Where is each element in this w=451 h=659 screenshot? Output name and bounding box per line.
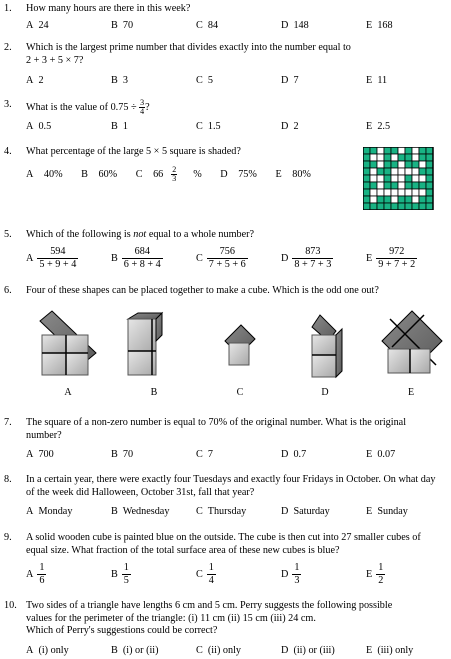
shaded-cell xyxy=(391,147,398,154)
shaded-cell xyxy=(426,182,433,189)
option-d[interactable]: D $\frac{1}{3}$ xyxy=(281,562,300,586)
stem-line: Which is the largest prime number that divides exactly into the number equal to xyxy=(26,42,351,53)
shape-e xyxy=(382,311,442,373)
shaded-cell xyxy=(377,168,384,175)
option-c[interactable]: C 1.5 xyxy=(196,121,221,132)
shaded-cell xyxy=(398,196,405,203)
question-number: 2. xyxy=(4,42,12,53)
shaded-cell xyxy=(384,168,391,175)
option-a[interactable]: A 40% xyxy=(26,168,63,180)
shaded-cell xyxy=(377,196,384,203)
question-number: 1. xyxy=(4,3,12,14)
stem-line: Two sides of a triangle have lengths 6 cm and 5 cm. Perry suggests the following possible xyxy=(26,600,393,611)
unshaded-cell xyxy=(405,189,412,196)
shaded-cell xyxy=(363,189,370,196)
option-c[interactable]: C 84 xyxy=(196,20,219,31)
shaded-cell xyxy=(426,175,433,182)
shaded-cell xyxy=(384,203,391,210)
option-a[interactable]: A (i) only xyxy=(26,645,69,656)
shape-b xyxy=(128,313,162,375)
question-stem: How many hours are there in this week? xyxy=(26,3,191,14)
unshaded-cell xyxy=(377,161,384,168)
shaded-cell xyxy=(419,168,426,175)
unshaded-cell xyxy=(377,189,384,196)
shaded-cell xyxy=(426,196,433,203)
stem-line: Which of Perry's suggestions could be correct? xyxy=(26,625,218,636)
option-e[interactable]: E (iii) only xyxy=(366,645,414,656)
shaded-cell xyxy=(384,175,391,182)
unshaded-cell xyxy=(384,189,391,196)
unshaded-cell xyxy=(391,154,398,161)
shape-label-b: B xyxy=(150,387,158,398)
unshaded-cell xyxy=(391,175,398,182)
shape-d xyxy=(312,315,342,377)
unshaded-cell xyxy=(398,175,405,182)
option-c[interactable]: C 7 xyxy=(196,449,213,460)
shaded-cell xyxy=(384,196,391,203)
shaded-cell xyxy=(384,154,391,161)
unshaded-cell xyxy=(377,182,384,189)
question-stem: The square of a non-zero number is equal to 70% of the original number. What is the original number? xyxy=(26,417,407,441)
question-number: 10. xyxy=(4,600,17,611)
unshaded-cell xyxy=(412,168,419,175)
shaded-cell xyxy=(370,203,377,210)
unshaded-cell xyxy=(377,154,384,161)
shaded-cell xyxy=(391,203,398,210)
option-e[interactable]: E Sunday xyxy=(366,506,408,517)
option-a[interactable]: A $\frac{594}{5 + 9 + 4}$ xyxy=(26,246,77,270)
option-e[interactable]: E $\frac{1}{2}$ xyxy=(366,562,384,586)
question-stem: What percentage of the large 5 × 5 square is shaded? xyxy=(26,146,241,157)
shaded-cell xyxy=(426,161,433,168)
shaded-cell xyxy=(419,196,426,203)
unshaded-cell xyxy=(398,189,405,196)
option-c[interactable]: C 5 xyxy=(196,75,213,86)
question-number: 5. xyxy=(4,229,12,240)
shaded-cell xyxy=(363,196,370,203)
shaded-cell xyxy=(405,147,412,154)
unshaded-cell xyxy=(370,154,377,161)
shaded-cell xyxy=(426,154,433,161)
unshaded-cell xyxy=(391,196,398,203)
option-e[interactable]: E 11 xyxy=(366,75,388,86)
shaded-cell xyxy=(391,182,398,189)
shaded-cell xyxy=(384,182,391,189)
question-stem: In a certain year, there were exactly four Tuesdays and exactly four Fridays in October. On what day of the week did Halloween, October 31st, fall that year? xyxy=(26,474,436,498)
shaded-cell xyxy=(412,182,419,189)
shaded-cell xyxy=(384,147,391,154)
option-e[interactable]: E 168 xyxy=(366,20,393,31)
shaded-cell xyxy=(370,147,377,154)
option-a[interactable]: A 2 xyxy=(26,75,44,86)
stem-line: 2 + 3 + 5 × 7? xyxy=(26,54,84,66)
shaded-cell xyxy=(398,203,405,210)
option-d[interactable]: D 7 xyxy=(281,75,299,86)
option-b[interactable]: B 70 xyxy=(111,449,134,460)
unshaded-cell xyxy=(419,175,426,182)
question-stem: A solid wooden cube is painted blue on the outside. The cube is then cut into 27 smaller cubes of equal size. What fraction of the total surface area of these new cubes is blue? xyxy=(26,532,421,556)
shaded-cell xyxy=(412,203,419,210)
option-d[interactable]: D (ii) or (iii) xyxy=(281,645,335,656)
option-a[interactable]: A 0.5 xyxy=(26,121,52,132)
stem-line: values for the perimeter of the triangle: (i) 11 cm (ii) 15 cm (iii) 24 cm. xyxy=(26,612,316,624)
unshaded-cell xyxy=(419,189,426,196)
option-d[interactable]: D 0.7 xyxy=(281,449,307,460)
shaded-cell xyxy=(426,203,433,210)
option-a[interactable]: A 24 xyxy=(26,20,49,31)
unshaded-cell xyxy=(412,189,419,196)
question-number: 8. xyxy=(4,474,12,485)
option-e[interactable]: E $\frac{972}{9 + 7 + 2}$ xyxy=(366,246,416,270)
option-e[interactable]: E 2.5 xyxy=(366,121,391,132)
option-e[interactable]: E 80% xyxy=(275,168,311,180)
shaded-cell xyxy=(370,161,377,168)
option-b[interactable]: B 60% xyxy=(81,168,118,180)
option-e[interactable]: E 0.07 xyxy=(366,449,396,460)
unshaded-cell xyxy=(370,168,377,175)
shaded-cell xyxy=(419,154,426,161)
option-d[interactable]: D Saturday xyxy=(281,506,330,517)
shaded-cell xyxy=(426,147,433,154)
option-d[interactable]: D 148 xyxy=(281,20,309,31)
option-c[interactable]: C $\frac{1}{4}$ xyxy=(196,562,214,586)
unshaded-cell xyxy=(391,168,398,175)
shaded-cell xyxy=(426,189,433,196)
option-b[interactable]: B 3 xyxy=(111,75,128,86)
question-stem: What is the value of 0.75 ÷ $\frac{3}{4}$ ? xyxy=(26,98,150,116)
option-b[interactable]: B (i) or (ii) xyxy=(111,645,159,656)
option-b[interactable]: B Wednesday xyxy=(111,506,170,517)
option-b[interactable]: B $\frac{684}{6 + 8 + 4}$ xyxy=(111,246,161,270)
unshaded-cell xyxy=(398,147,405,154)
cube-net-shapes xyxy=(0,301,451,401)
shaded-grid-figure xyxy=(363,147,434,210)
option-d[interactable]: D $\frac{873}{8 + 7 + 3}$ xyxy=(281,246,332,270)
shaded-cell xyxy=(419,182,426,189)
shape-label-c: C xyxy=(236,387,244,398)
unshaded-cell xyxy=(391,189,398,196)
grid-cells xyxy=(363,147,433,210)
option-a[interactable]: A $\frac{1}{6}$ xyxy=(26,562,45,586)
shape-label-d: D xyxy=(321,387,329,398)
shaded-cell xyxy=(370,182,377,189)
shaded-cell xyxy=(398,154,405,161)
unshaded-cell xyxy=(412,196,419,203)
question-number: 6. xyxy=(4,285,12,296)
unshaded-cell xyxy=(377,175,384,182)
option-c[interactable]: C 66 $\frac{2}{3}$ % xyxy=(135,165,202,183)
shaded-cell xyxy=(363,154,370,161)
answer-options-row xyxy=(26,165,327,183)
shaded-cell xyxy=(363,175,370,182)
shaded-cell xyxy=(405,182,412,189)
shaded-cell xyxy=(363,161,370,168)
shape-a xyxy=(40,311,96,375)
option-c[interactable]: C $\frac{756}{7 + 5 + 6}$ xyxy=(196,246,246,270)
shaded-cell xyxy=(377,203,384,210)
unshaded-cell xyxy=(370,189,377,196)
option-a[interactable]: A Monday xyxy=(26,506,73,517)
shaded-cell xyxy=(405,203,412,210)
question-number: 4. xyxy=(4,146,12,157)
shape-label-a: A xyxy=(64,387,72,398)
question-stem: Four of these shapes can be placed together to make a cube. Which is the odd one out? xyxy=(26,285,379,296)
unshaded-cell xyxy=(398,168,405,175)
unshaded-cell xyxy=(398,161,405,168)
shaded-cell xyxy=(419,147,426,154)
shaded-cell xyxy=(363,168,370,175)
shaded-cell xyxy=(391,161,398,168)
question-stem xyxy=(26,600,441,638)
shape-c xyxy=(225,325,255,365)
option-b[interactable]: B 1 xyxy=(111,121,128,132)
question-number: 7. xyxy=(4,417,12,428)
shaded-cell xyxy=(412,161,419,168)
option-d[interactable]: D 2 xyxy=(281,121,299,132)
unshaded-cell xyxy=(398,182,405,189)
option-c[interactable]: C (ii) only xyxy=(196,645,241,656)
question-number: 3. xyxy=(4,99,12,110)
unshaded-cell xyxy=(412,154,419,161)
unshaded-cell xyxy=(412,175,419,182)
unshaded-cell xyxy=(412,147,419,154)
shaded-cell xyxy=(405,161,412,168)
option-d[interactable]: D 75% xyxy=(220,168,257,180)
shaded-cell xyxy=(363,203,370,210)
unshaded-cell xyxy=(377,147,384,154)
unshaded-cell xyxy=(405,168,412,175)
unshaded-cell xyxy=(419,161,426,168)
shaded-cell xyxy=(405,196,412,203)
option-b[interactable]: B $\frac{1}{5}$ xyxy=(111,562,129,586)
option-a[interactable]: A 700 xyxy=(26,449,54,460)
unshaded-cell xyxy=(370,196,377,203)
shaded-cell xyxy=(426,168,433,175)
shaded-cell xyxy=(419,203,426,210)
question-stem: Which of the following is not equal to a whole number? xyxy=(26,229,255,240)
shaded-cell xyxy=(405,175,412,182)
question-number: 9. xyxy=(4,532,12,543)
shaded-cell xyxy=(405,154,412,161)
shape-label-e: E xyxy=(407,387,415,398)
option-c[interactable]: C Thursday xyxy=(196,506,247,517)
question-stem xyxy=(26,42,441,67)
unshaded-cell xyxy=(370,175,377,182)
shaded-cell xyxy=(384,161,391,168)
shaded-cell xyxy=(363,182,370,189)
shaded-cell xyxy=(363,147,370,154)
inline-fraction: $\frac{3}{4}$ xyxy=(140,98,145,116)
option-b[interactable]: B 70 xyxy=(111,20,134,31)
answer-options xyxy=(26,166,335,183)
